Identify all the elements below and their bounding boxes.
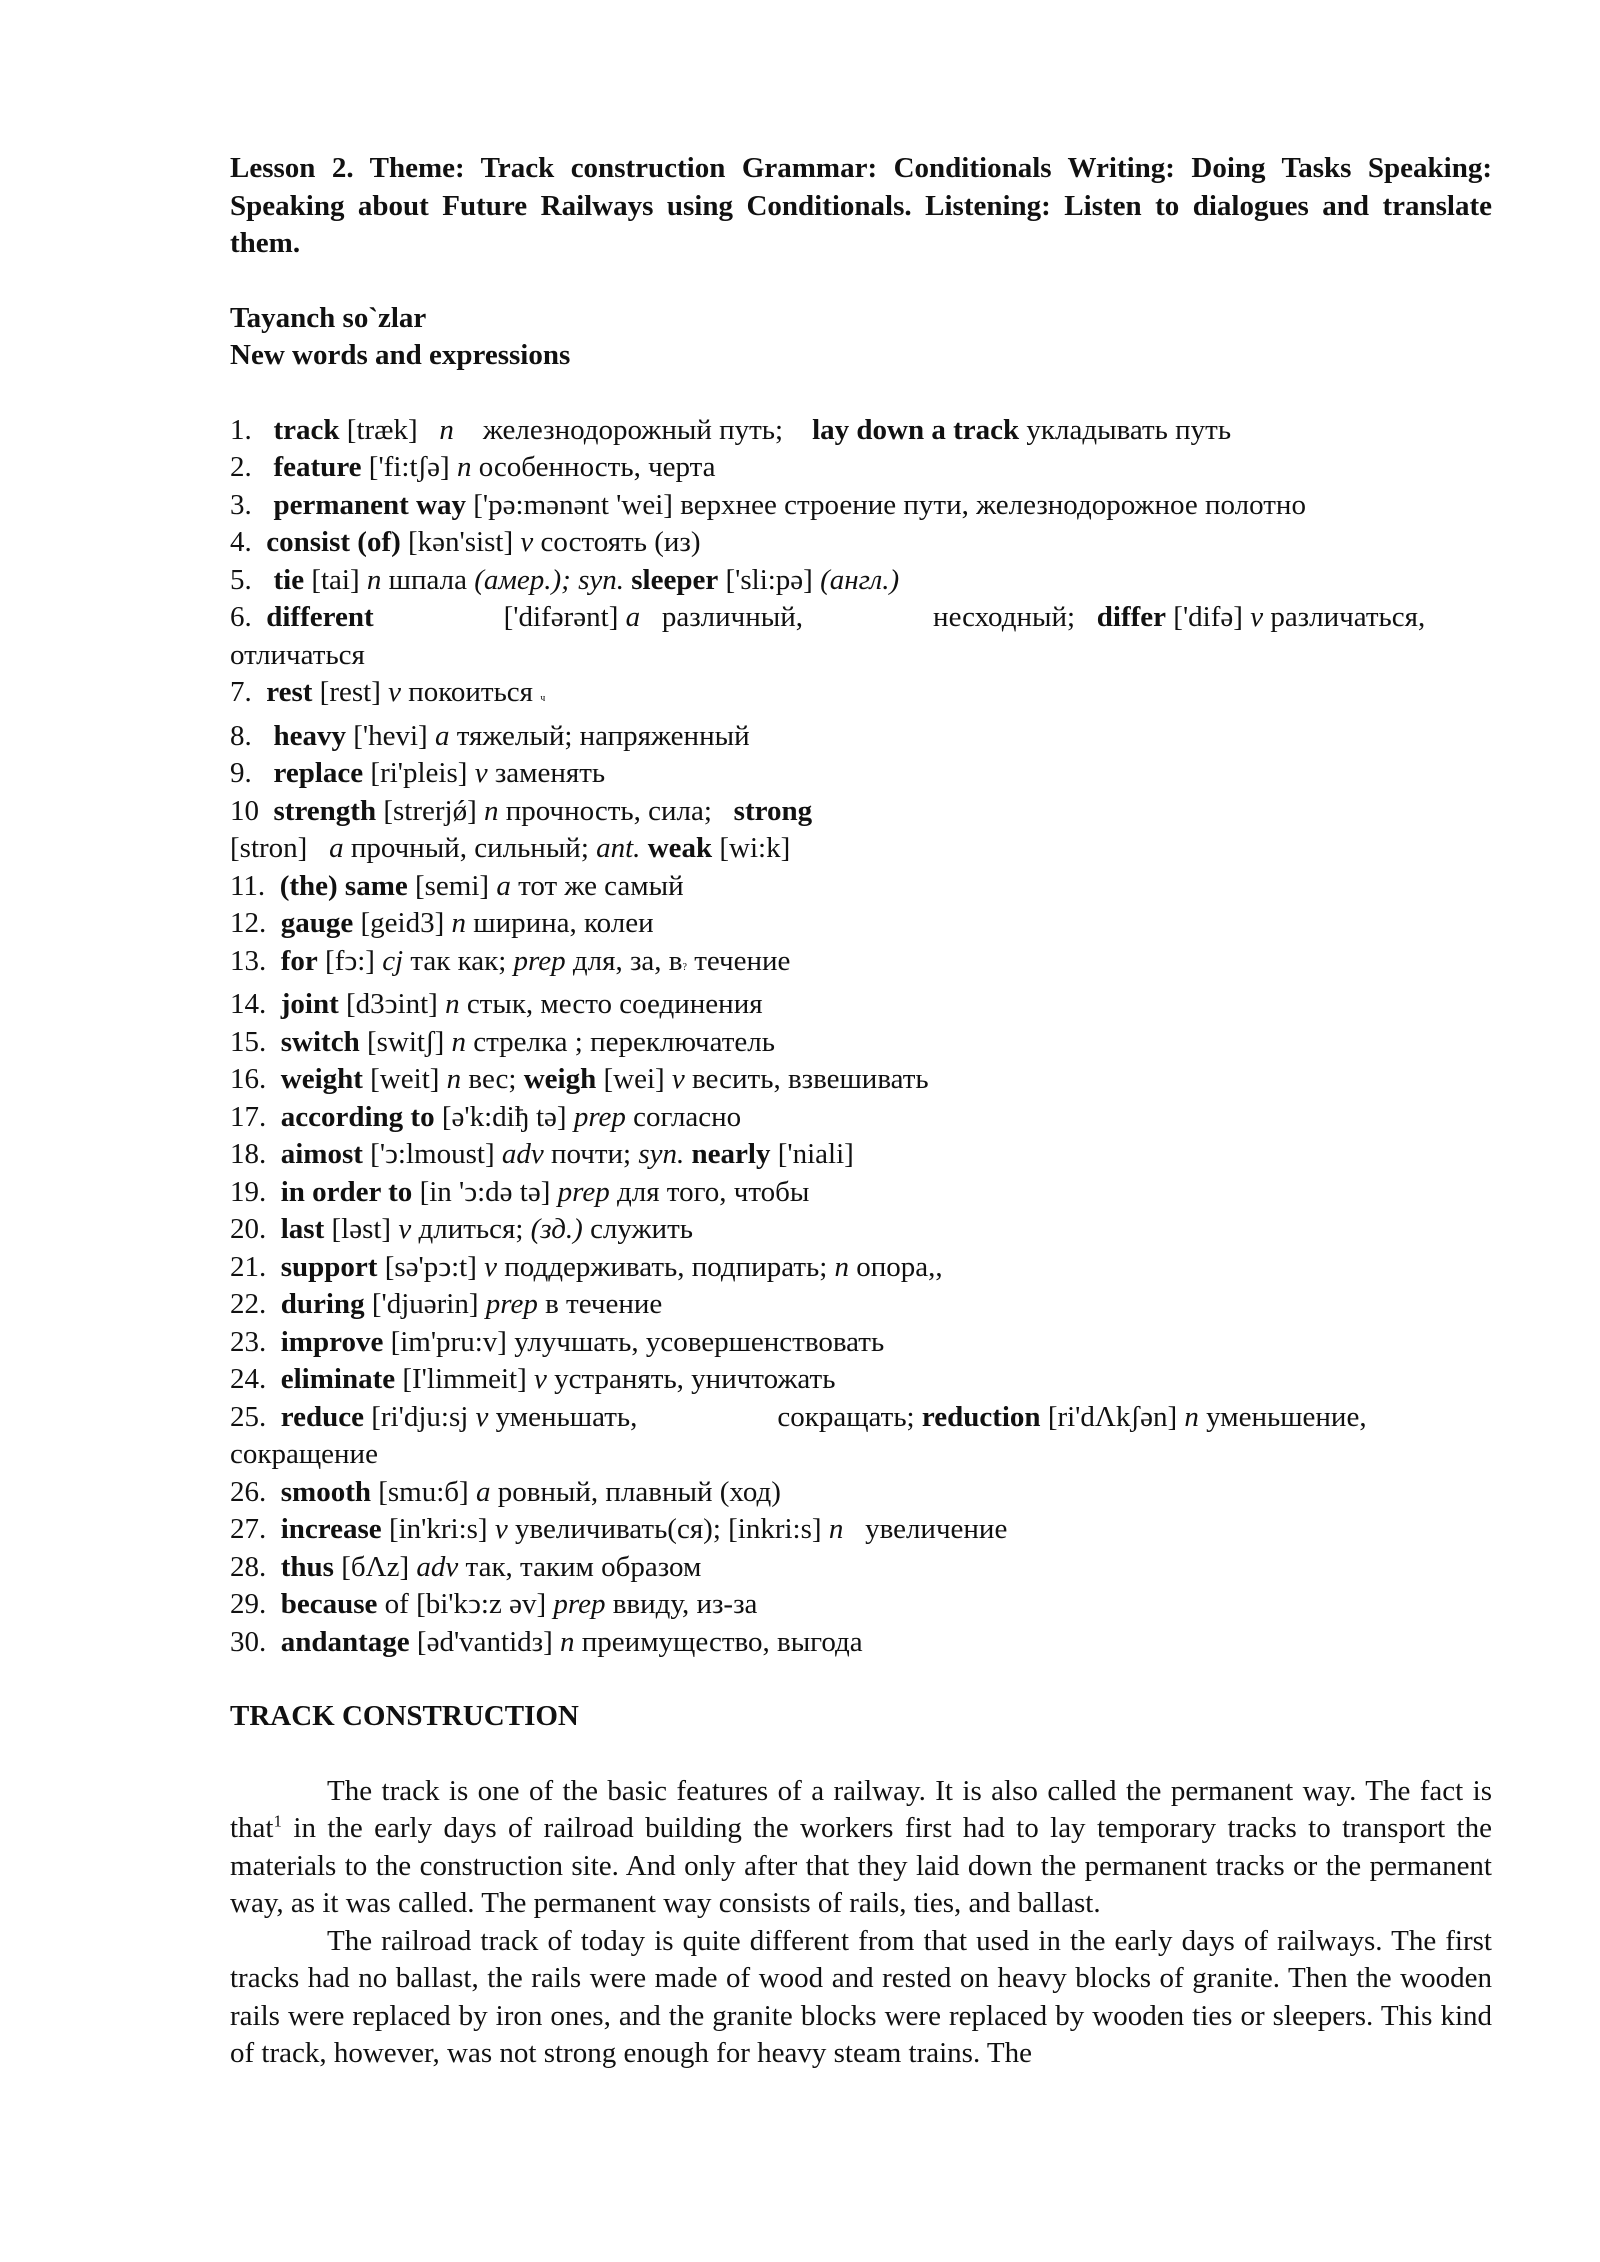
vocab-item-7: 7. rest [rest] v покоиться ч [230,676,546,708]
vocab-item-6: 6. different ['difərənt] a различный, несходный; differ ['difə] v различаться, [230,601,1426,633]
vocab-item-30: 30. andantage [əd'vantidз] n преимущество, выгода [230,1625,863,1658]
vocab-item-2: 2. feature ['fi:tʃə] n особенность, черта [230,451,716,483]
vocab-item-15: 15. switch [switʃ] n стрелка ; переключатель [230,1025,775,1058]
vocab-item-8: 8. heavy ['hevi] a тяжелый; напряженный [230,719,750,752]
vocab-item-1: 1. track [træk] n железнодорожный путь; lay down a track укладывать путь [230,413,1232,446]
vocab-item-22: 22. during ['djuərin] prep в течение [230,1288,663,1320]
vocab-item-29: 29. because of [bi'kↄ:z əv] prep ввиду, из-за [230,1588,758,1620]
vocab-item-25-cont: сокращение [230,1438,378,1470]
section-title: TRACK CONSTRUCTION [230,1700,579,1732]
vocab-item-16: 16. weight [weit] n вес; weigh [wei] v весить, взвешивать [230,1063,929,1095]
vocab-item-6-cont: отличаться [230,638,365,671]
vocab-item-26: 26. smooth [smu:б] a ровный, плавный (ход) [230,1475,781,1508]
lesson-header: Lesson 2. Theme: Track construction Grammar: Conditionals Writing: Doing Tasks Speaking: Speaking about Future Railways using Conditionals. Listening: Listen to dialogues and translate them. [230,152,1492,259]
vocab-item-5: 5. tie [tai] n шпала (амер.); syn. sleeper ['sli:pə] (англ.) [230,563,900,596]
vocab-item-4: 4. consist (of) [kən'sist] v состоять (из) [230,526,701,558]
vocabulary-list [230,412,1492,1662]
vocab-item-25: 25. reduce [ri'dju:sj v уменьшать, сокращать; reduction [ri'dΛkʃən] n уменьшение, [230,1400,1367,1433]
vocab-item-9: 9. replace [ri'pleis] v заменять [230,757,606,789]
vocab-item-19: 19. in order to [in 'ↄ:də tə] prep для того, чтобы [230,1175,810,1208]
vocab-item-13: 13. for [fↄ:] cj так как; prep для, за, в? течение [230,944,791,977]
vocab-item-11: 11. (the) same [semi] a тот же самый [230,869,684,902]
footnote-marker: 1 [273,1811,282,1831]
vocab-item-18: 18. aimost ['ↄ:lmoust] adv почти; syn. nearly ['niali] [230,1138,854,1170]
vocab-item-23: 23. improve [im'pru:v] улучшать, усовершенствовать [230,1325,885,1358]
vocab-item-3: 3. permanent way ['pə:mənənt 'wei] верхнее строение пути, железнодорожное полотно [230,488,1306,521]
vocab-item-12: 12. gauge [geid3] n ширина, колеи [230,907,654,939]
keywords-title: Tayanch so`zlar [230,301,427,334]
vocab-item-10: 10 strength [strerjǿ] n прочность, сила; strong [230,794,813,827]
vocab-item-14: 14. joint [d3ↄint] n стык, место соединения [230,988,763,1020]
vocab-item-20: 20. last [ləst] v длиться; (зд.) служить [230,1213,693,1245]
vocab-item-10-cont: [stron] a прочный, сильный; ant. weak [wi:k] [230,832,791,864]
new-words-title: New words and expressions [230,339,571,371]
paragraph-2: The railroad track of today is quite different from that used in the early days of railways. The first tracks had no ballast, the rails were made of wood and rested on heavy blocks of granite. Then the wooden rails were replaced by iron ones, and the granite blocks were replaced by wooden ties or sleepers. This kind of track, however, was not strong enough for heavy steam trains. The [230,1924,1492,2069]
vocab-item-21: 21. support [sə'pↄ:t] v поддерживать, подпирать; n опора,, [230,1250,943,1283]
paragraph-1: The track is one of the basic features of a railway. It is also called the permanent way. The fact is that$^1$ in the early days of railroad building the workers first had to lay temporary tracks to transport the materials to the construction site. And only after that they laid down the permanent tracks or the permanent way, as it was called. The permanent way consists of rails, ties, and ballast. [230,1774,1492,1919]
vocab-item-24: 24. eliminate [I'limmeit] v устранять, уничтожать [230,1363,836,1395]
vocab-item-17: 17. according to [ə'k:diђ tə] prep согласно [230,1100,742,1133]
vocab-item-27: 27. increase [in'kri:s] v увеличивать(ся); [inkri:s] n увеличение [230,1513,1008,1545]
vocab-item-28: 28. thus [бΛz] adv так, таким образом [230,1550,702,1583]
